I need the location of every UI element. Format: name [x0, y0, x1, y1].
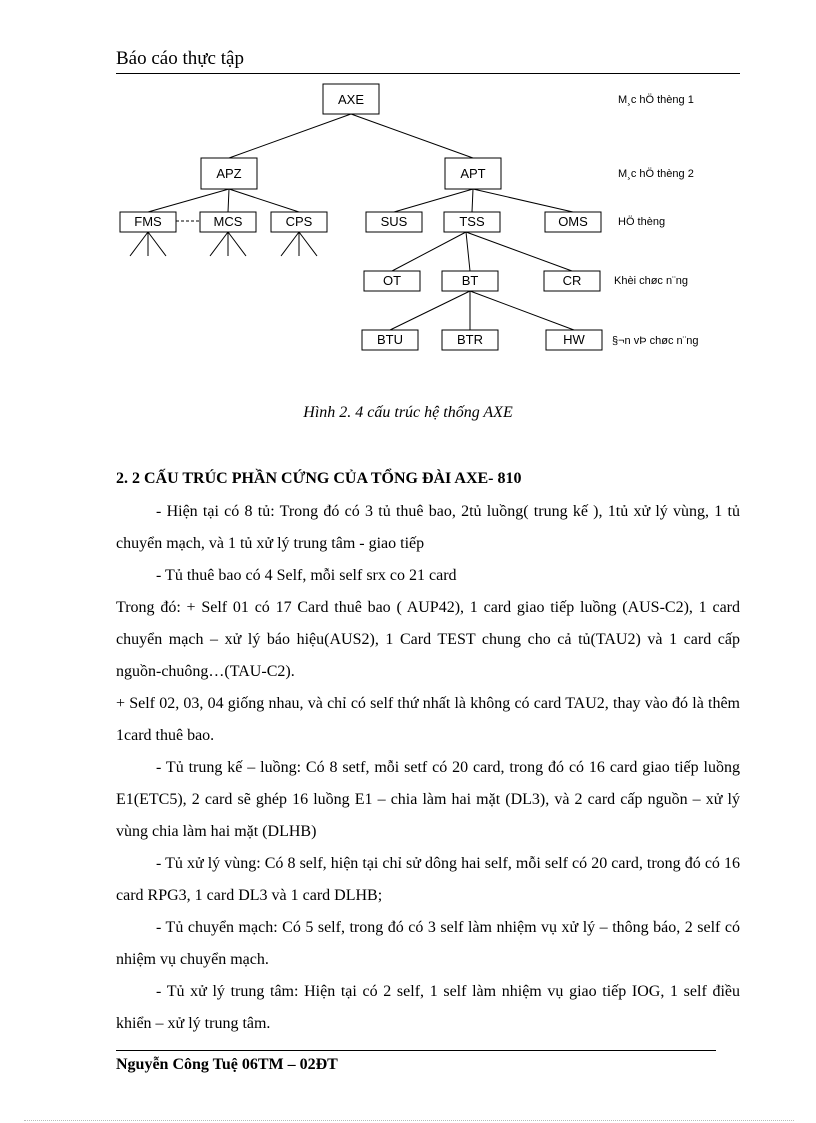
node-fms	[120, 212, 176, 232]
node-tss	[444, 212, 500, 232]
axe-structure-diagram	[0, 78, 816, 378]
section-heading: 2. 2 CẤU TRÚC PHẦN CỨNG CỦA TỔNG ĐÀI AXE- 810	[116, 470, 522, 487]
node-bt-label: BT	[461, 273, 479, 288]
node-hw	[546, 330, 602, 350]
node-ot	[364, 271, 420, 291]
node-cr	[544, 271, 600, 291]
node-apz	[201, 158, 257, 189]
header-rule	[116, 73, 740, 74]
footer-author: Nguyễn Công Tuệ 06TM – 02ĐT	[116, 1056, 338, 1073]
level-label-5: §¬n vÞ chøc n¨ng	[612, 335, 699, 347]
level-label-3: HÖ thèng	[618, 216, 666, 228]
node-btr	[442, 330, 498, 350]
node-btr-label: BTR	[457, 332, 483, 347]
footer-rule	[116, 1050, 716, 1051]
paragraph-6: - Tủ xử lý vùng: Có 8 self, hiện tại chỉ sử dông hai self, mỗi self có 20 card, trong đó có 16 card RPG3, 1 card DL3 và 1 card DLHB;	[116, 855, 740, 904]
paragraph-1: - Hiện tại có 8 tủ: Trong đó có 3 tủ thuê bao, 2tủ luồng( trung kế ), 1tủ xử lý vùng, 1 tủ chuyển mạch, và 1 tủ xử lý trung tâm - giao tiếp	[116, 503, 740, 552]
node-axe-label: AXE	[337, 92, 365, 107]
paragraph-8: - Tủ xử lý trung tâm: Hiện tại có 2 self, 1 self làm nhiệm vụ giao tiếp IOG, 1 self điều khiển – xử lý trung tâm.	[116, 983, 740, 1032]
level-label-4: Khèi chøc n¨ng	[614, 275, 688, 287]
page-bottom-dotted-line	[24, 1120, 794, 1121]
diagram-connectors	[130, 114, 574, 330]
node-cr-label: CR	[562, 273, 582, 288]
node-fms-label: FMS	[134, 214, 162, 229]
paragraph-5: - Tủ trung kế – luồng: Có 8 setf, mỗi setf có 20 card, trong đó có 16 card giao tiếp luồng E1(ETC5), 2 card sẽ ghép 16 luồng E1 – chia làm hai mặt (DL3), và 2 card cấp nguồn – xử lý vùng chia làm hai mặt (DLHB)	[116, 759, 740, 840]
node-ot-label: OT	[382, 273, 402, 288]
node-tss-label: TSS	[459, 214, 485, 229]
paragraph-4: + Self 02, 03, 04 giống nhau, và chỉ có self thứ nhất là không có card TAU2, thay vào đó là thêm 1card thuê bao.	[116, 695, 740, 744]
node-mcs-label: MCS	[213, 214, 243, 229]
node-mcs	[200, 212, 256, 232]
level-label-1: M¸c hÖ thèng 1	[618, 94, 694, 106]
paragraph-3: Trong đó: + Self 01 có 17 Card thuê bao ( AUP42), 1 card giao tiếp luồng (AUS-C2), 1 card chuyển mạch – xử lý báo hiệu(AUS2), 1 Card TEST chung cho cả tủ(TAU2) và 1 card cấp nguồn-chuông…(TAU-C2).	[116, 599, 740, 680]
node-axe	[323, 84, 379, 114]
figure-caption: Hình 2. 4 cấu trúc hệ thống AXE	[303, 404, 513, 421]
paragraph-7: - Tủ chuyển mạch: Có 5 self, trong đó có 3 self làm nhiệm vụ xử lý – thông báo, 2 self có nhiệm vụ chuyển mạch.	[116, 919, 740, 968]
node-cps	[271, 212, 327, 232]
level-label-2: M¸c hÖ thèng 2	[618, 168, 694, 180]
node-sus	[366, 212, 422, 232]
node-cps-label: CPS	[285, 214, 313, 229]
node-apz-label: APZ	[216, 166, 242, 181]
node-sus-label: SUS	[380, 214, 408, 229]
node-apt	[445, 158, 501, 189]
node-btu	[362, 330, 418, 350]
node-btu-label: BTU	[377, 332, 403, 347]
paragraph-2: - Tủ thuê bao có 4 Self, mỗi self srx co 21 card	[156, 567, 457, 584]
node-apt-label: APT	[460, 166, 486, 181]
node-oms-label: OMS	[558, 214, 588, 229]
node-bt	[442, 271, 498, 291]
node-hw-label: HW	[563, 332, 585, 347]
page-header-title: Báo cáo thực tập	[116, 48, 244, 69]
node-oms	[545, 212, 601, 232]
